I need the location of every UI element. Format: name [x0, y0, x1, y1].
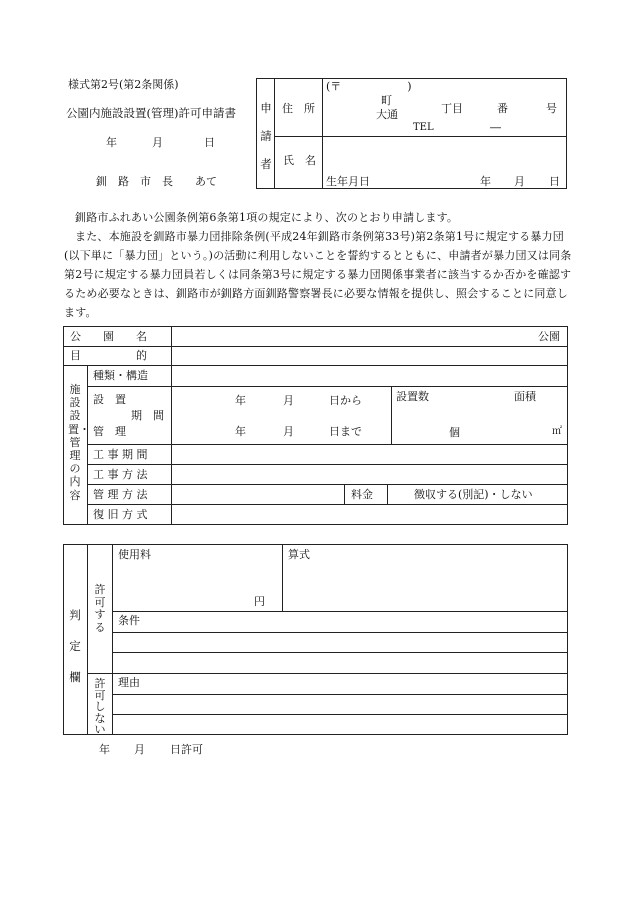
applicant-box	[256, 78, 567, 189]
park-suffix: 公園	[538, 330, 560, 343]
area-label: 面積	[514, 390, 536, 403]
type-structure-label: 種類・構造	[93, 369, 148, 382]
management-method-field[interactable]	[172, 485, 344, 504]
applicant-side-label: 申請者	[260, 101, 272, 171]
address-odori: 大通	[376, 108, 398, 121]
install-label: 設 置	[93, 393, 126, 406]
usage-fee-label: 使用料	[118, 548, 151, 561]
birth-month-label: 月	[514, 175, 525, 188]
anti-gang-pledge: また、本施設を釧路市暴力団排除条例(平成24年釧路市条例第33号)第2条第1号に規定する暴力団(以下単に「暴力団」という。)の活動に利用しないことを誓約するとともに、申請者が暴力団又は同条第2号に規定する暴力団員若しくは同条第3号に規定する暴力団関係事業者に該当するか否かを確認するため必要なときは、釧路市が釧路方面釧路警察署長に必要な情報を提供し、照会することに同意します。	[64, 230, 572, 319]
restoration-method-field[interactable]	[172, 505, 567, 524]
tel-dash: ―	[490, 121, 501, 134]
purpose-field[interactable]	[172, 347, 567, 365]
permit-month: 月	[134, 743, 145, 756]
address-machi: 町	[381, 94, 392, 107]
address-ban: 番	[497, 102, 508, 115]
to-day: 日まで	[329, 425, 362, 438]
purpose-label: 目 的	[70, 349, 147, 362]
park-name-label: 公 園 名	[70, 330, 147, 343]
tel-label: TEL	[413, 122, 434, 133]
permit-year: 年	[99, 743, 110, 756]
fee-label: 料金	[351, 488, 373, 501]
judgment-table	[63, 544, 568, 735]
birth-day-label: 日	[549, 175, 560, 188]
date-year-label: 年	[106, 136, 117, 149]
from-day: 日から	[329, 394, 362, 407]
birth-year-label: 年	[480, 175, 491, 188]
name-field[interactable]	[323, 137, 566, 171]
reason-label: 理由	[118, 676, 140, 689]
address-label: 住 所	[282, 102, 315, 115]
conditions-label: 条件	[118, 614, 140, 627]
to-year: 年	[235, 425, 246, 438]
from-year: 年	[235, 394, 246, 407]
name-label: 氏 名	[283, 154, 316, 167]
judgment-side-label: 判定欄	[69, 608, 81, 684]
address-go: 号	[546, 102, 557, 115]
date-day-label: 日	[204, 136, 215, 149]
postal-code-field[interactable]: (〒 )	[326, 80, 412, 93]
count-unit: 個	[449, 426, 460, 439]
manage-label: 管 理	[93, 425, 126, 438]
permit-label: 許可する	[94, 583, 106, 634]
addressee: 釧 路 市 長 あて	[96, 175, 217, 188]
from-month: 月	[283, 394, 294, 407]
period-label: 期 間	[131, 409, 164, 422]
construction-period-field[interactable]	[172, 445, 567, 464]
construction-method-label: 工 事 方 法	[93, 468, 148, 481]
park-name-field[interactable]	[172, 327, 532, 346]
restoration-method-label: 復 旧 方 式	[93, 508, 148, 521]
yen-unit: 円	[254, 595, 265, 608]
permit-day: 日許可	[170, 743, 203, 756]
birthdate-label: 生年月日	[326, 175, 370, 188]
type-structure-field[interactable]	[172, 366, 567, 386]
area-unit: ㎡	[552, 426, 562, 437]
date-month-label: 月	[152, 136, 163, 149]
to-month: 月	[283, 425, 294, 438]
management-method-label: 管 理 方 法	[93, 488, 148, 501]
construction-period-label: 工 事 期 間	[93, 448, 148, 461]
address-chome: 丁目	[441, 102, 463, 115]
form-number: 様式第2号(第2条関係)	[68, 78, 179, 91]
deny-label: 許可しない	[94, 677, 106, 736]
fee-option[interactable]: 徴収する(別記)・しない	[414, 488, 533, 501]
construction-method-field[interactable]	[172, 465, 567, 484]
formula-label: 算式	[288, 548, 310, 561]
install-count-label: 設置数	[396, 390, 429, 403]
application-statement: 釧路市ふれあい公園条例第6条第1項の規定により、次のとおり申請します。	[75, 211, 459, 224]
content-side-label: 施設設置・管理の内容	[68, 383, 90, 502]
form-title: 公園内施設設置(管理)許可申請書	[66, 106, 236, 120]
